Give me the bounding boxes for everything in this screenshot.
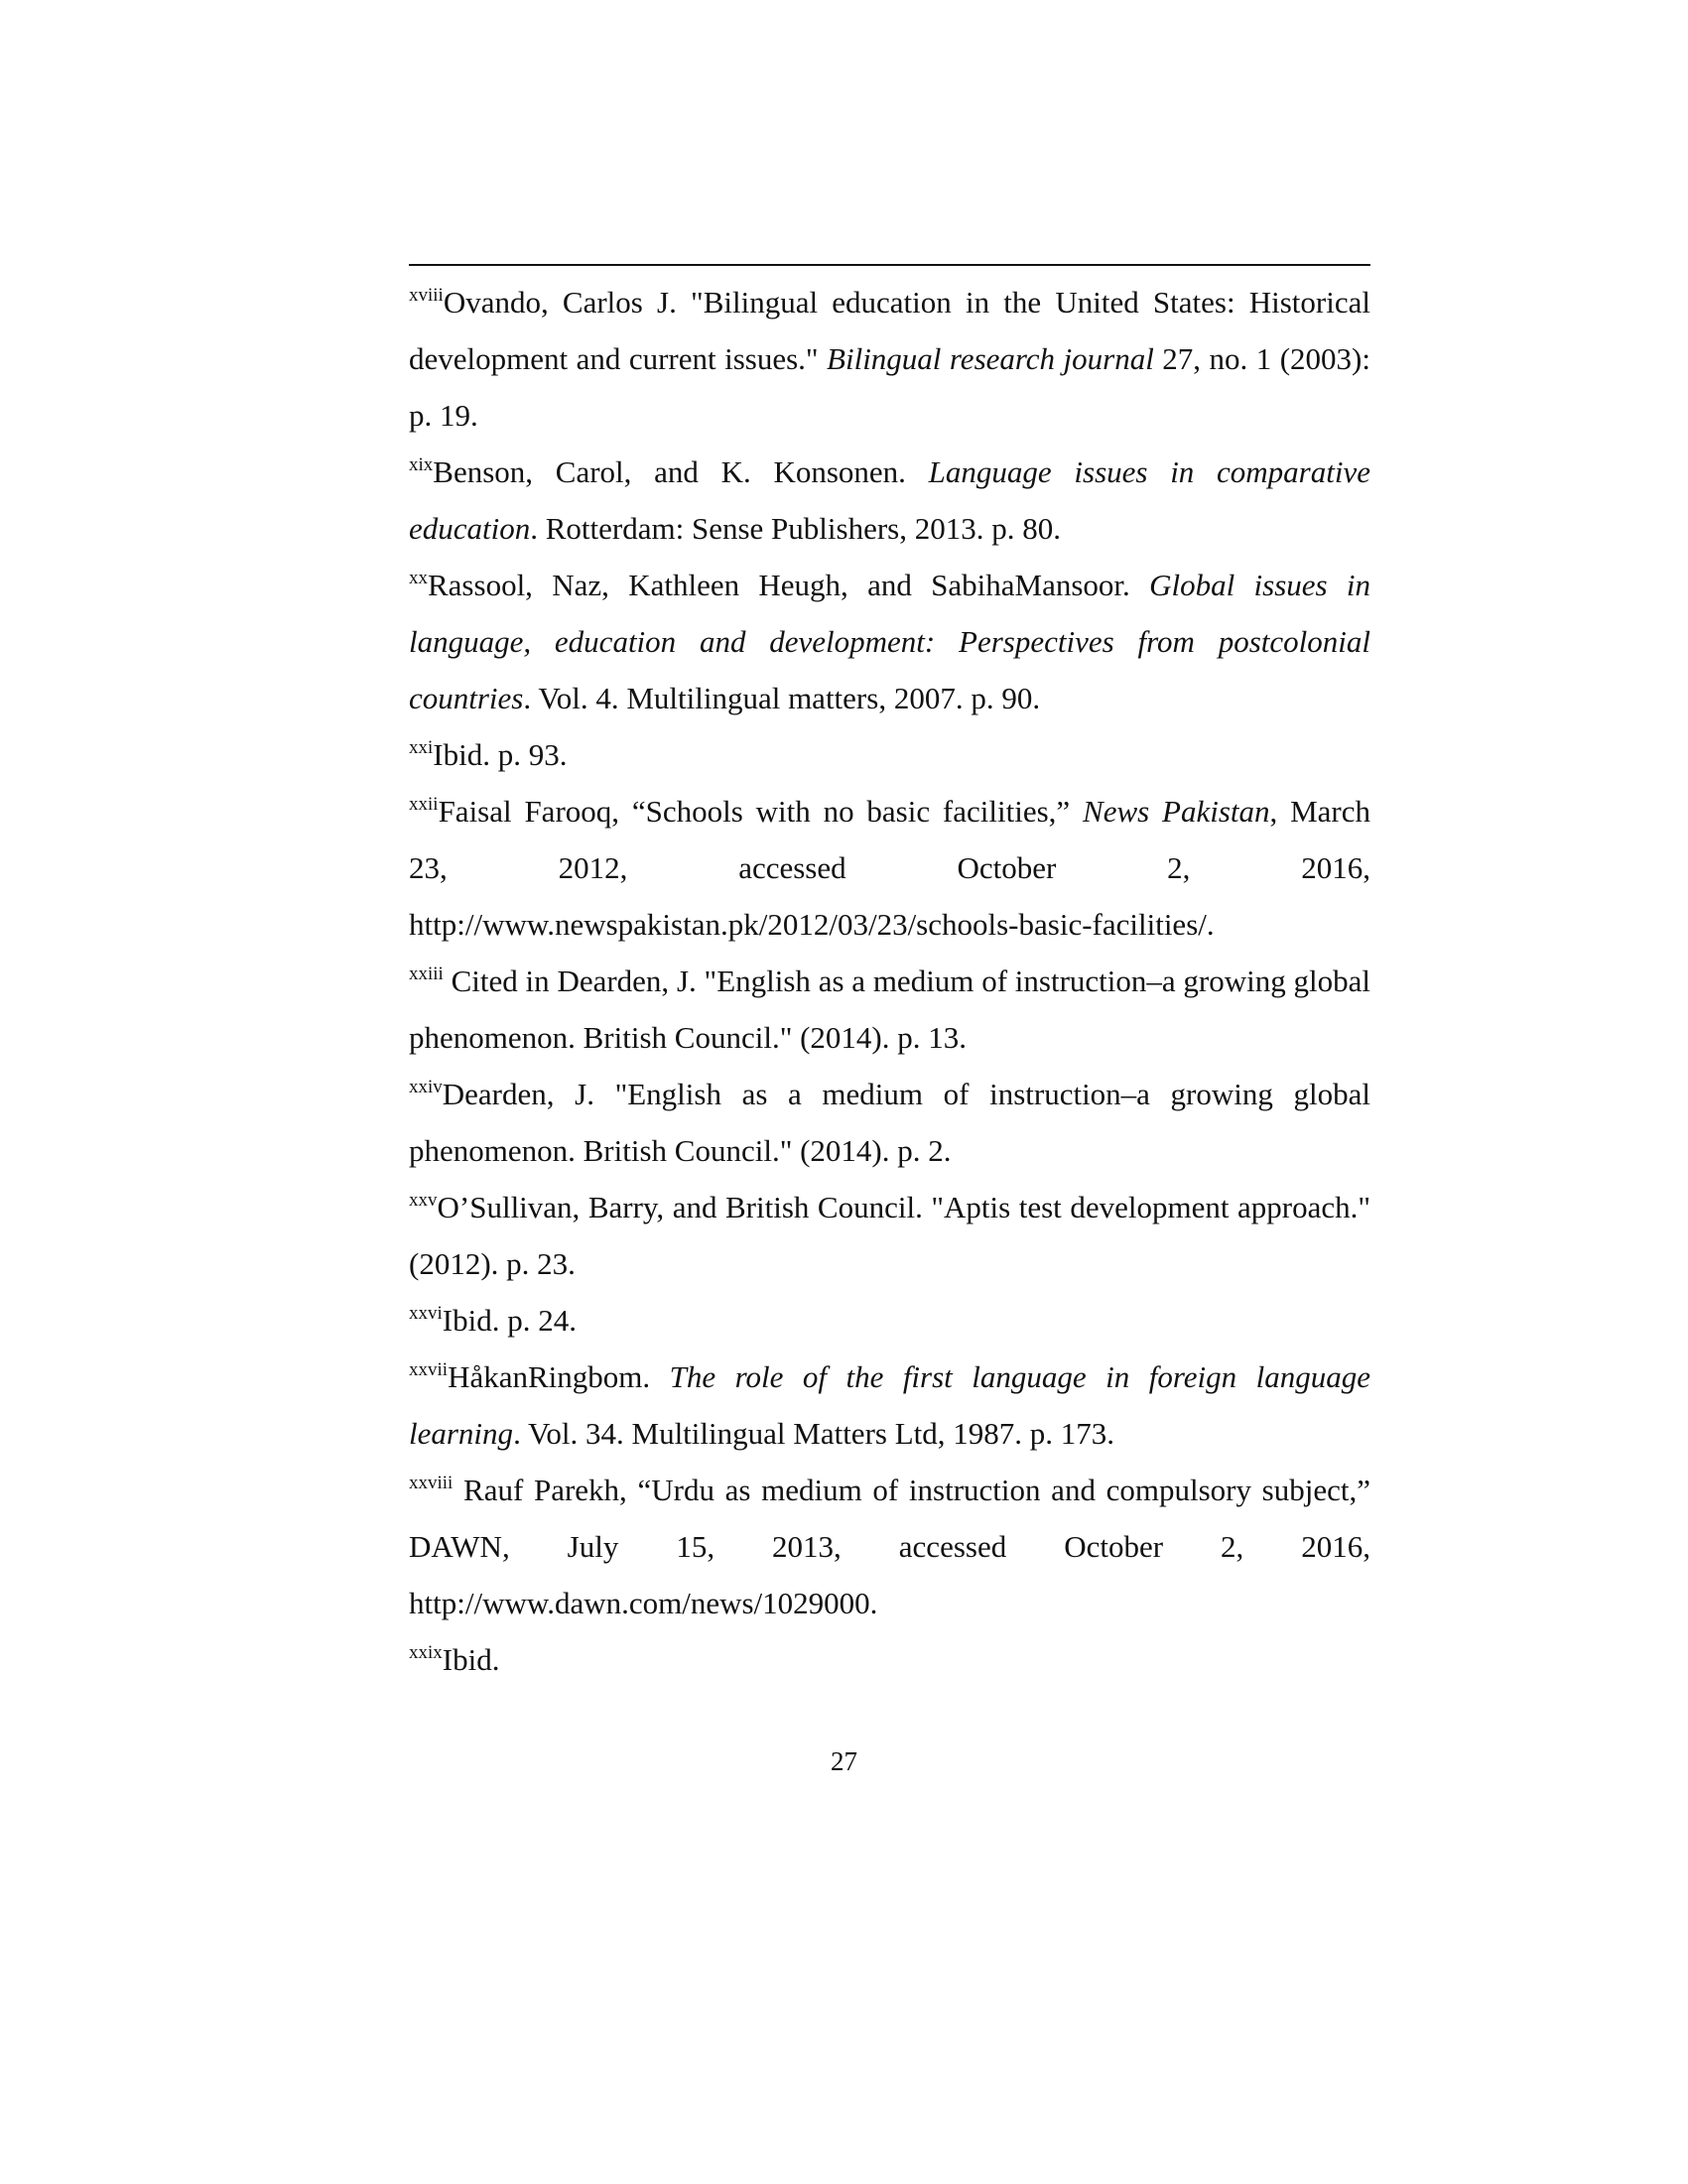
footnote-title-italic: News Pakistan	[1083, 794, 1270, 829]
footnote-marker: xix	[409, 454, 434, 475]
footnote-xxvi	[409, 1292, 1370, 1349]
footnote-text: Rassool, Naz, Kathleen Heugh, and SabihaMansoor.	[428, 568, 1150, 602]
footnote-text: Benson, Carol, and K. Konsonen.	[433, 454, 929, 489]
footnote-title-italic: Bilingual research journal	[827, 341, 1154, 376]
footnote-xxi	[409, 726, 1370, 783]
footnote-text: . Vol. 34. Multilingual Matters Ltd, 1987. p. 173.	[513, 1416, 1115, 1451]
footnote-marker: xxii	[409, 794, 439, 815]
footnote-xxix	[409, 1631, 1370, 1688]
footnote-text: , March 23, 2012, accessed October 2, 2016, http://www.newspakistan.pk/2012/03/23/schools-basic-facilities/.	[409, 794, 1371, 942]
footnote-xxiv	[409, 1066, 1370, 1179]
footnote-text: Faisal Farooq, “Schools with no basic facilities,”	[438, 794, 1084, 829]
footnote-xxiii	[409, 953, 1370, 1066]
footnote-marker: xxv	[409, 1190, 438, 1211]
footnote-xxii	[409, 783, 1370, 953]
footnote-xviii	[409, 274, 1370, 444]
footnote-marker: xviii	[409, 285, 444, 306]
footnote-text: Ibid. p. 24.	[442, 1303, 577, 1338]
footnote-title-italic: The role of the first language in foreign language learning	[409, 1359, 1370, 1451]
footnote-xix	[409, 444, 1370, 557]
footnote-separator-rule	[409, 264, 1370, 266]
footnote-marker: xxviii	[409, 1473, 454, 1493]
footnote-marker: xxiv	[409, 1077, 443, 1097]
footnote-marker: xxvi	[409, 1303, 443, 1324]
footnote-text: Ovando, Carlos J. "Bilingual education in the United States: Historical development and current issues."	[409, 285, 1370, 376]
footnote-xxvii	[409, 1349, 1370, 1462]
footnotes-section	[409, 274, 1370, 1688]
footnote-text: . Rotterdam: Sense Publishers, 2013. p. 80.	[530, 511, 1061, 546]
footnote-text: O’Sullivan, Barry, and British Council. "Aptis test development approach." (2012). p. 23.	[409, 1190, 1370, 1281]
footnote-text: Dearden, J. "English as a medium of instruction–a growing global phenomenon. British Council." (2014). p. 2.	[409, 1077, 1370, 1168]
footnote-text: Rauf Parekh, “Urdu as medium of instruction and compulsory subject,” DAWN, July 15, 2013, accessed October 2, 2016, http://www.dawn.com/news/1029000.	[409, 1473, 1370, 1620]
footnote-text: Ibid. p. 93.	[433, 737, 568, 772]
footnote-text: . Vol. 4. Multilingual matters, 2007. p. 90.	[523, 681, 1041, 715]
footnote-text: 27, no. 1 (2003): p. 19.	[409, 341, 1370, 433]
footnote-text: Ibid.	[442, 1642, 500, 1677]
footnote-marker: xxi	[409, 737, 434, 758]
footnote-marker: xxiii	[409, 964, 444, 984]
footnote-text: Cited in Dearden, J. "English as a medium of instruction–a growing global phenomenon. British Council." (2014). p. 13.	[409, 964, 1370, 1055]
footnote-xxv	[409, 1179, 1370, 1292]
footnote-marker: xx	[409, 568, 428, 588]
footnote-xxviii	[409, 1462, 1370, 1631]
footnote-text: HåkanRingbom.	[448, 1359, 670, 1394]
footnote-marker: xxix	[409, 1642, 443, 1663]
footnote-marker: xxvii	[409, 1359, 449, 1380]
page-number: 27	[831, 1746, 857, 1776]
footnote-xx	[409, 557, 1370, 726]
footnote-title-italic: Global issues in language, education and development: Perspectives from postcolonial countries	[409, 568, 1370, 715]
footnote-title-italic: Language issues in comparative education	[409, 454, 1370, 546]
